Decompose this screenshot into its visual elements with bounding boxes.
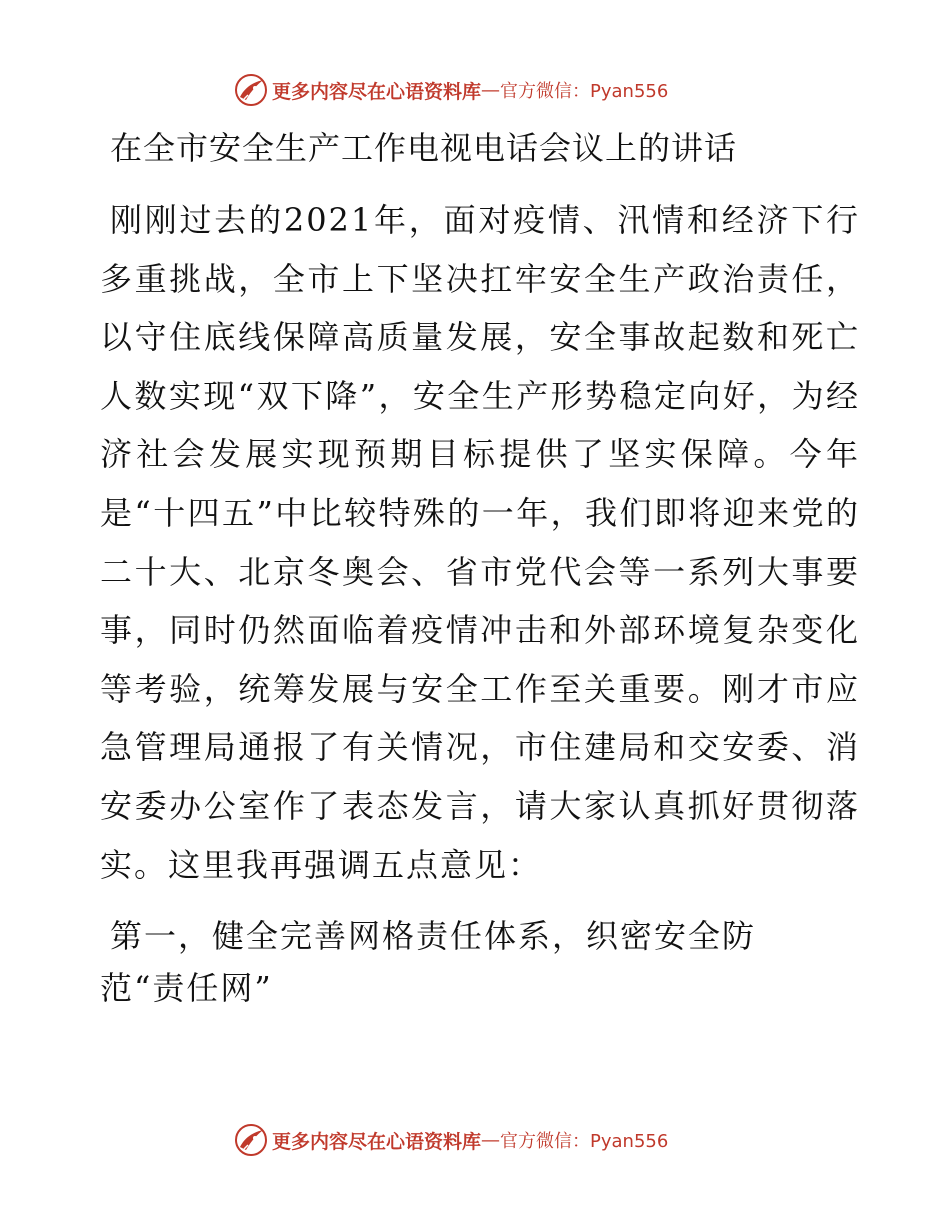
body-paragraph: 刚刚过去的2021年，面对疫情、汛情和经济下行多重挑战，全市上下坚决扛牢安全生产政治责任，以守住底线保障高质量发展，安全事故起数和死亡人数实现“双下降”，安全生产形势稳定向好，为经济社会发展实现预期目标提供了坚实保障。今年是“十四五”中比较特殊的一年，我们即将迎来党的二十大、北京冬奥会、省市党代会等一系列大事要事，同时仍然面临着疫情冲击和外部环境复杂变化等考验，统筹发展与安全工作至关重要。刚才市应急管理局通报了有关情况，市住建局和交安委、消安委办公室作了表态发言，请大家认真抓好贯彻落实。这里我再强调五点意见： [100,201,860,884]
banner-slogan: 更多内容尽在心语资料库 [272,80,482,103]
section-heading: 第一，健全完善网格责任体系，织密安全防范“责任网” [100,917,757,1007]
header-banner [234,72,668,108]
banner-dash: — [481,79,501,101]
pen-logo-icon [234,73,268,107]
banner-wechat: 官方微信：Pyan556 [500,1131,669,1152]
footer-banner [234,1122,668,1158]
banner-slogan: 更多内容尽在心语资料库 [272,1130,482,1153]
pen-logo-icon [234,1123,268,1157]
document-title: 在全市安全生产工作电视电话会议上的讲话 [110,129,738,167]
banner-dash: — [481,1129,501,1151]
banner-wechat: 官方微信：Pyan556 [500,81,669,102]
